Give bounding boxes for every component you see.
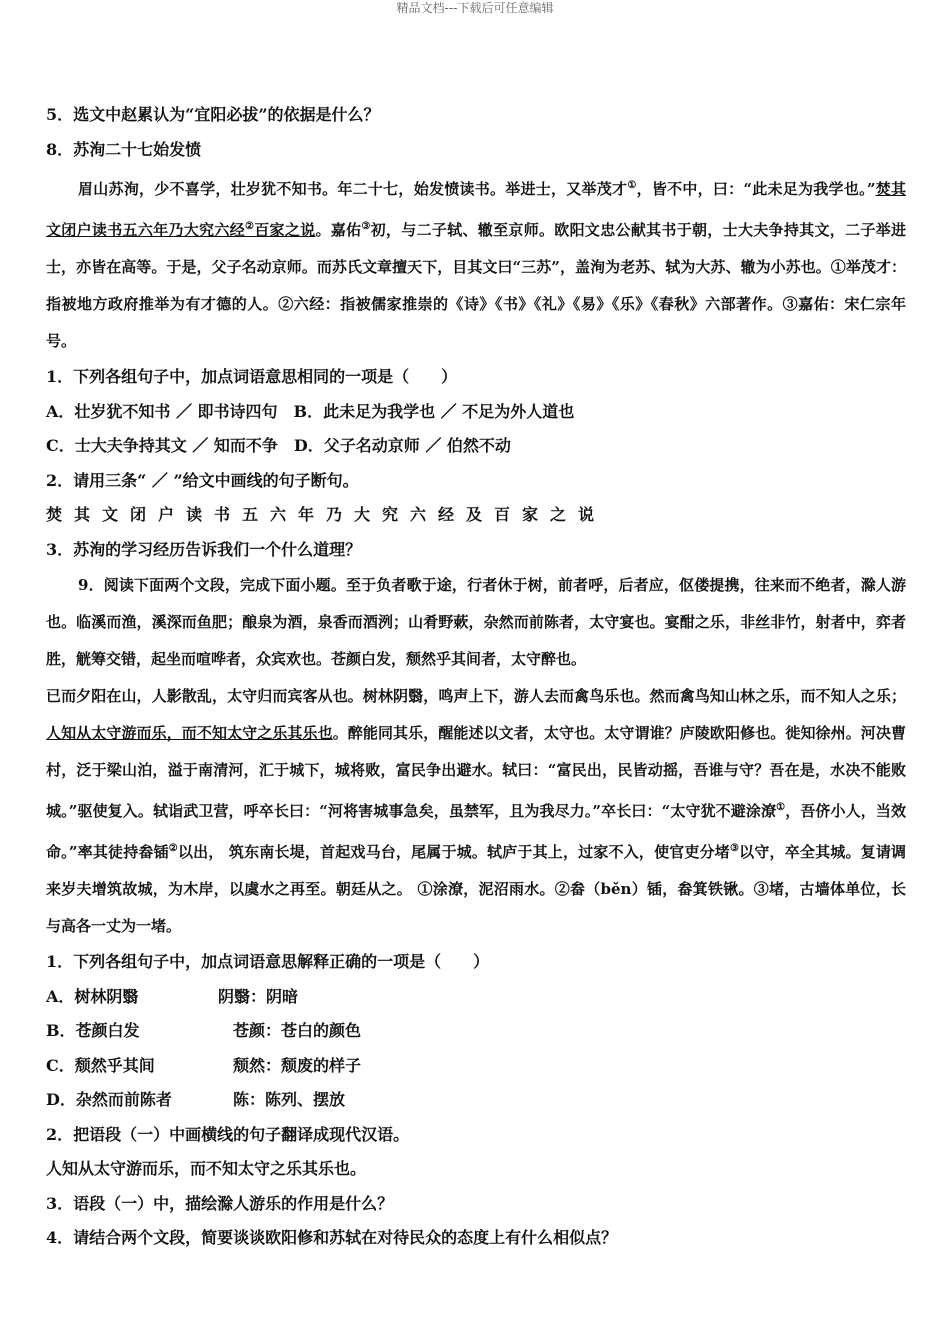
p2-question-2: 2．把语段（一）中画横线的句子翻译成现代汉语。 bbox=[46, 1124, 410, 1144]
p2-option-d: D．杂然而前陈者 陈：陈列、摆放 bbox=[46, 1090, 346, 1109]
passage-2: 已而夕阳在山，人影散乱，太守归而宾客从也。树林阴翳，鸣声上下，游人去而禽鸟乐也。然而禽鸟知山林之乐，而不知人之乐；人知从太守游而乐，而不知太守之乐其乐也。醉能同其乐，醒能述以文者，太守也。太守谓谁？庐陵欧阳修也。徙知徐州。河决曹村，泛于梁山泊，溢于南清河，汇于城下，城将败，富民争出避水。轼曰：“富民出，民皆动摇，吾谁与守？吾在是，水决不能败城。”驱使复入。轼诣武卫营，呼卒长曰：“河将害城事急矣，虽禁军，且为我尽力。”卒长曰：“太守犹不避涂潦①，吾侪小人，当效命。”率其徒持畚锸②以出， 筑东南长堤，首起戏马台，尾属于城。轼庐于其上，过家不入，使官吏分堵③以守，卒全其城。复请调来岁夫增筑故城，为木岸，以虞水之再至。朝廷从之。 ①涂潦，泥沼雨水。②畚（běn）锸，畚箕铁锹。③堵，古墙体单位，长与高各一丈为一堵。 bbox=[46, 687, 906, 935]
p1-options-cd: C．士大夫争持其文 ／ 知而不争 D．父子名动京师 ／ 伯然不动 bbox=[46, 436, 511, 455]
p2-question-3: 3．语段（一）中，描绘滁人游乐的作用是什么？ bbox=[46, 1193, 394, 1213]
question-9-intro: 9．阅读下面两个文段，完成下面小题。至于负者歌于途，行者休于树，前者呼，后者应，伛偻提携，往来而不绝者，滁人游也。临溪而渔，溪深而鱼肥；酿泉为酒，泉香而酒洌；山肴野蔌，杂然而前陈者，太守宴也。宴酣之乐，非丝非竹，射者中，弈者胜，觥筹交错，起坐而喧哗者，众宾欢也。苍颜白发，颓然乎其间者，太守醉也。 bbox=[46, 576, 906, 668]
passage-title: 8．苏洵二十七始发愤 bbox=[46, 139, 202, 159]
p2-option-b: B．苍颜白发 苍颜：苍白的颜色 bbox=[46, 1021, 362, 1040]
p2-question-2-sentence: 人知从太守游而乐，而不知太守之乐其乐也。 bbox=[46, 1159, 367, 1178]
p2-question-4: 4．请结合两个文段，简要谈谈欧阳修和苏轼在对待民众的态度上有什么相似点？ bbox=[46, 1228, 618, 1247]
p2-option-a: A．树林阴翳 阴翳：阴暗 bbox=[46, 986, 299, 1006]
passage-1: 眉山苏洵，少不喜学，壮岁犹不知书。年二十七，始发愤读书。举进士，又举茂才①，皆不中，曰：“此未足为我学也。”焚其文闭户读书五六年乃大究六经②百家之说。嘉佑③初，与二子轼、辙至京师。欧阳文忠公献其书于朝，士大夫争持其文，二子举进士，亦皆在高等。于是，父子名动京师。而苏氏文章擅天下，目其文曰“三苏”，盖洵为老苏、轼为大苏、辙为小苏也。①举茂才：指被地方政府推举为有才德的人。②六经：指被儒家推崇的《诗》《书》《礼》《易》《乐》《春秋》六部著作。③嘉佑：宋仁宗年号。 bbox=[46, 180, 906, 350]
p1-question-2: 2．请用三条“ ／ ”给文中画线的句子断句。 bbox=[46, 470, 359, 490]
page-header: 精品文档---下载后可任意编辑 bbox=[396, 1, 554, 15]
underlined-sentence-2: 人知从太守游而乐，而不知太守之乐其乐也 bbox=[46, 724, 333, 742]
p2-question-1: 1．下列各组句子中，加点词语意思解释正确的一项是（ ） bbox=[46, 952, 490, 971]
p2-option-c: C．颓然乎其间 颓然：颓废的样子 bbox=[46, 1055, 362, 1075]
p1-question-3: 3．苏洵的学习经历告诉我们一个什么道理？ bbox=[46, 539, 362, 559]
p1-options-ab: A．壮岁犹不知书 ／ 即书诗四句 B．此未足为我学也 ／ 不足为外人道也 bbox=[46, 401, 575, 421]
document-body bbox=[46, 98, 906, 1256]
underlined-sentence: 焚其文闭户读书五六年乃大究六经②百家之说 bbox=[46, 180, 906, 239]
p1-question-2-sentence: 焚其文闭户读书五六年乃大究六经及百家之说 bbox=[46, 505, 607, 524]
p1-question-1: 1．下列各组句子中，加点词语意思相同的一项是（ ） bbox=[46, 367, 458, 386]
question-5: 5．选文中赵累认为“宜阳必拔”的依据是什么？ bbox=[46, 105, 380, 124]
